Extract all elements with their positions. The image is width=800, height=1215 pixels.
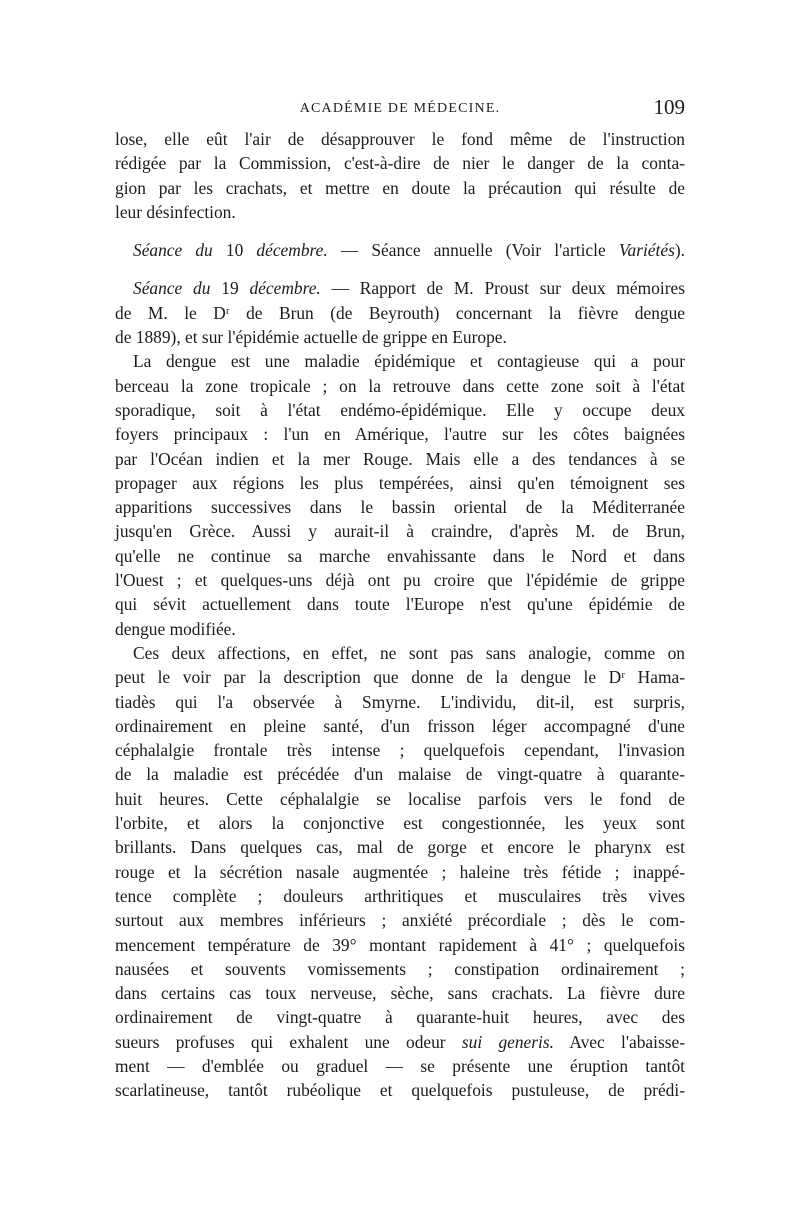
text-line: jusqu'en Grèce. Aussi y aurait-il à craindre, d'après M. de Brun, <box>115 521 685 542</box>
text-line: rouge et la sécrétion nasale augmentée ; haleine très fétide ; inappé- <box>115 861 685 882</box>
text-line: foyers principaux : l'un en Amérique, l'autre sur les côtes baignées <box>115 424 685 445</box>
text-line: Séance du 10 décembre. — Séance annuelle (Voir l'article Variétés). <box>133 240 685 261</box>
text-line: qui sévit actuellement dans toute l'Europe n'est qu'une épidémie de <box>115 594 685 615</box>
seance-entry-19-decembre <box>115 276 685 349</box>
text-line: sporadique, soit à l'état endémo-épidémique. Elle y occupe deux <box>115 399 685 420</box>
text-line: apparitions successives dans le bassin oriental de la Méditerranée <box>115 497 685 518</box>
seance-month: décembre. <box>249 278 321 299</box>
text-line: lose, elle eût l'air de désapprouver le fond même de l'instruction <box>115 129 685 149</box>
text-line: par l'Océan indien et la mer Rouge. Mais elle a des tendances à se <box>115 448 685 469</box>
text-line: Ces deux affections, en effet, ne sont pas sans analogie, comme on <box>133 642 685 663</box>
book-page <box>115 95 685 1103</box>
text-line: surtout aux membres inférieurs ; anxiété précordiale ; dès le com- <box>115 910 685 931</box>
text-line <box>115 276 685 300</box>
seance-label: Séance du <box>133 240 213 261</box>
text-line: huit heures. Cette céphalalgie se localise parfois vers le fond de <box>115 788 685 809</box>
text-line: rédigée par la Commission, c'est-à-dire de nier le danger de la conta- <box>115 153 685 174</box>
seance-reference: Variétés <box>618 240 675 261</box>
text-line: leur désinfection. <box>115 201 236 222</box>
seance-entry-10-decembre <box>115 238 685 262</box>
text-line: brillants. Dans quelques cas, mal de gorge et encore le pharynx est <box>115 837 685 858</box>
paragraph-dengue <box>115 349 685 641</box>
text-line: l'orbite, et alors la conjonctive est congestionnée, les yeux sont <box>115 813 685 834</box>
text-line: tiadès qui l'a observée à Smyrne. L'individu, dit-il, est surpris, <box>115 691 685 712</box>
text-line: dans certains cas toux nerveuse, sèche, sans crachats. La fièvre dure <box>115 983 685 1004</box>
text-line: sueurs profuses qui exhalent une odeur sui generis. Avec l'abaisse- <box>115 1031 685 1052</box>
text-line: scarlatineuse, tantôt rubéolique et quelquefois pustuleuse, de prédi- <box>115 1080 685 1101</box>
page-number: 109 <box>653 95 685 119</box>
text-line: nausées et souvents vomissements ; constipation ordinairement ; <box>115 958 685 979</box>
running-title: ACADÉMIE DE MÉDECINE. <box>299 101 501 116</box>
text-line: propager aux régions les plus tempérées, ainsi qu'en témoignent ses <box>115 472 685 493</box>
text-line: céphalalgie frontale très intense ; quelquefois cependant, l'invasion <box>115 740 685 761</box>
text-line: peut le voir par la description que donne de la dengue le Dʳ Hama- <box>115 667 685 688</box>
paragraph-symptoms <box>115 641 685 1103</box>
seance-day: 10 <box>225 240 244 261</box>
text-line: ment — d'emblée ou graduel — se présente une éruption tantôt <box>115 1055 685 1076</box>
text-line: de la maladie est précédée d'un malaise de vingt-quatre à quarante- <box>115 764 685 785</box>
seance-text: — Rapport de M. Proust sur deux mémoires <box>331 278 685 299</box>
text-line: mencement température de 39° montant rapidement à 41° ; quelquefois <box>115 934 685 955</box>
text-line: ordinairement de vingt-quatre à quarante-huit heures, avec des <box>115 1007 685 1028</box>
text-line: de 1889), et sur l'épidémie actuelle de grippe en Europe. <box>115 327 507 348</box>
text-line: La dengue est une maladie épidémique et contagieuse qui a pour <box>133 351 685 372</box>
running-head <box>115 95 685 125</box>
text-line: dengue modifiée. <box>115 618 236 639</box>
paragraph-continuation <box>115 127 685 224</box>
text-line: de M. le Dʳ de Brun (de Beyrouth) concernant la fièvre dengue <box>115 302 685 323</box>
text-line: qu'elle ne continue sa marche envahissante dans le Nord et dans <box>115 545 685 566</box>
seance-label: Séance du <box>133 278 211 299</box>
text-line: tence complète ; douleurs arthritiques et musculaires très vives <box>115 885 685 906</box>
text-line: l'Ouest ; et quelques-uns déjà ont pu croire que l'épidémie de grippe <box>115 570 685 591</box>
seance-month: décembre. <box>256 240 328 261</box>
body-text <box>115 127 685 1103</box>
text-line: ordinairement en pleine santé, d'un frisson léger accompagné d'une <box>115 715 685 736</box>
latin-phrase: sui generis. <box>461 1031 554 1052</box>
seance-text: — Séance annuelle (Voir l'article <box>340 240 606 261</box>
text-line: berceau la zone tropicale ; on la retrouve dans cette zone soit à l'état <box>115 375 685 396</box>
text-line: gion par les crachats, et mettre en doute la précaution qui résulte de <box>115 177 685 198</box>
seance-day: 19 <box>221 278 239 299</box>
